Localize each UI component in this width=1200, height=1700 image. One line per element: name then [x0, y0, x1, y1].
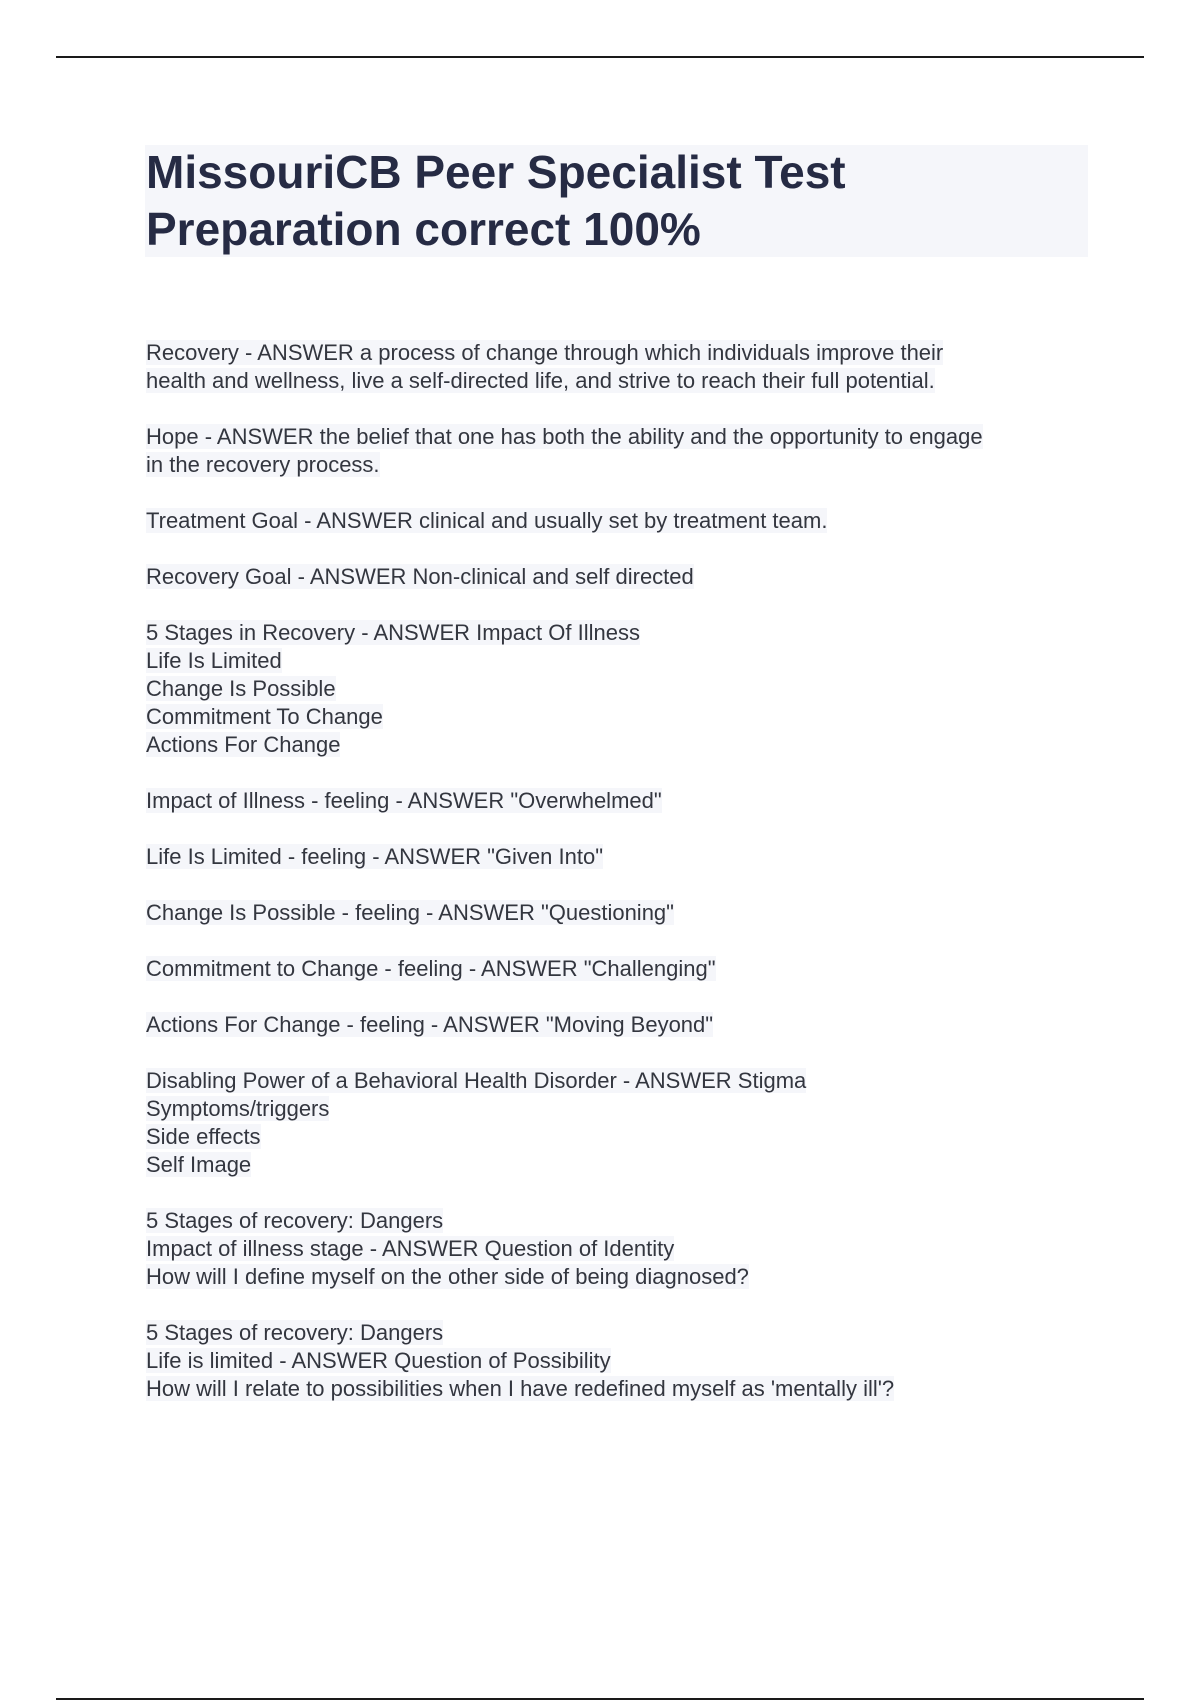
- qa-item-recovery-goal: [146, 563, 1086, 591]
- title-line-1: MissouriCB Peer Specialist Test: [146, 146, 846, 198]
- qa-item-treatment-goal: [146, 507, 1086, 535]
- qa-line: Impact of Illness - feeling - ANSWER "Overwhelmed": [146, 788, 662, 813]
- qa-line: Impact of illness stage - ANSWER Question of Identity: [146, 1236, 675, 1261]
- qa-line: Self Image: [146, 1152, 252, 1177]
- qa-line: Treatment Goal - ANSWER clinical and usually set by treatment team.: [146, 508, 828, 533]
- qa-item-impact-feeling: [146, 787, 1086, 815]
- qa-line: Hope - ANSWER the belief that one has both the ability and the opportunity to engage: [146, 424, 983, 449]
- qa-line: Disabling Power of a Behavioral Health Disorder - ANSWER Stigma: [146, 1068, 807, 1093]
- qa-line: Recovery Goal - ANSWER Non-clinical and self directed: [146, 564, 694, 589]
- qa-line: Life Is Limited: [146, 648, 282, 673]
- qa-line: Change Is Possible: [146, 676, 336, 701]
- top-rule: [56, 56, 1144, 58]
- qa-line: Actions For Change: [146, 732, 341, 757]
- qa-line: How will I relate to possibilities when I have redefined myself as 'mentally ill'?: [146, 1376, 895, 1401]
- qa-line: Change Is Possible - feeling - ANSWER "Questioning": [146, 900, 674, 925]
- title-line-2: Preparation correct 100%: [146, 203, 701, 255]
- qa-item-dangers-possibility: [146, 1319, 1086, 1403]
- qa-item-dangers-identity: [146, 1207, 1086, 1291]
- qa-line: Life Is Limited - feeling - ANSWER "Given Into": [146, 844, 604, 869]
- qa-line: Symptoms/triggers: [146, 1096, 330, 1121]
- page-title: [146, 144, 1046, 258]
- qa-line: Side effects: [146, 1124, 261, 1149]
- qa-item-actions-feeling: [146, 1011, 1086, 1039]
- qa-item-disabling-power: [146, 1067, 1086, 1179]
- qa-line: Recovery - ANSWER a process of change through which individuals improve their: [146, 340, 944, 365]
- qa-line: Commitment to Change - feeling - ANSWER "Challenging": [146, 956, 716, 981]
- qa-list: [146, 339, 1086, 1431]
- qa-item-5-stages: [146, 619, 1086, 759]
- qa-line: Commitment To Change: [146, 704, 383, 729]
- qa-line: health and wellness, live a self-directed life, and strive to reach their full potential.: [146, 368, 935, 393]
- qa-line: 5 Stages in Recovery - ANSWER Impact Of Illness: [146, 620, 640, 645]
- qa-item-recovery: [146, 339, 1086, 395]
- qa-line: Life is limited - ANSWER Question of Possibility: [146, 1348, 611, 1373]
- qa-item-hope: [146, 423, 1086, 479]
- qa-line: Actions For Change - feeling - ANSWER "Moving Beyond": [146, 1012, 714, 1037]
- qa-item-commitment-feeling: [146, 955, 1086, 983]
- qa-line: 5 Stages of recovery: Dangers: [146, 1208, 444, 1233]
- qa-line: How will I define myself on the other side of being diagnosed?: [146, 1264, 749, 1289]
- qa-item-limited-feeling: [146, 843, 1086, 871]
- qa-item-possible-feeling: [146, 899, 1086, 927]
- qa-line: 5 Stages of recovery: Dangers: [146, 1320, 444, 1345]
- qa-line: in the recovery process.: [146, 452, 380, 477]
